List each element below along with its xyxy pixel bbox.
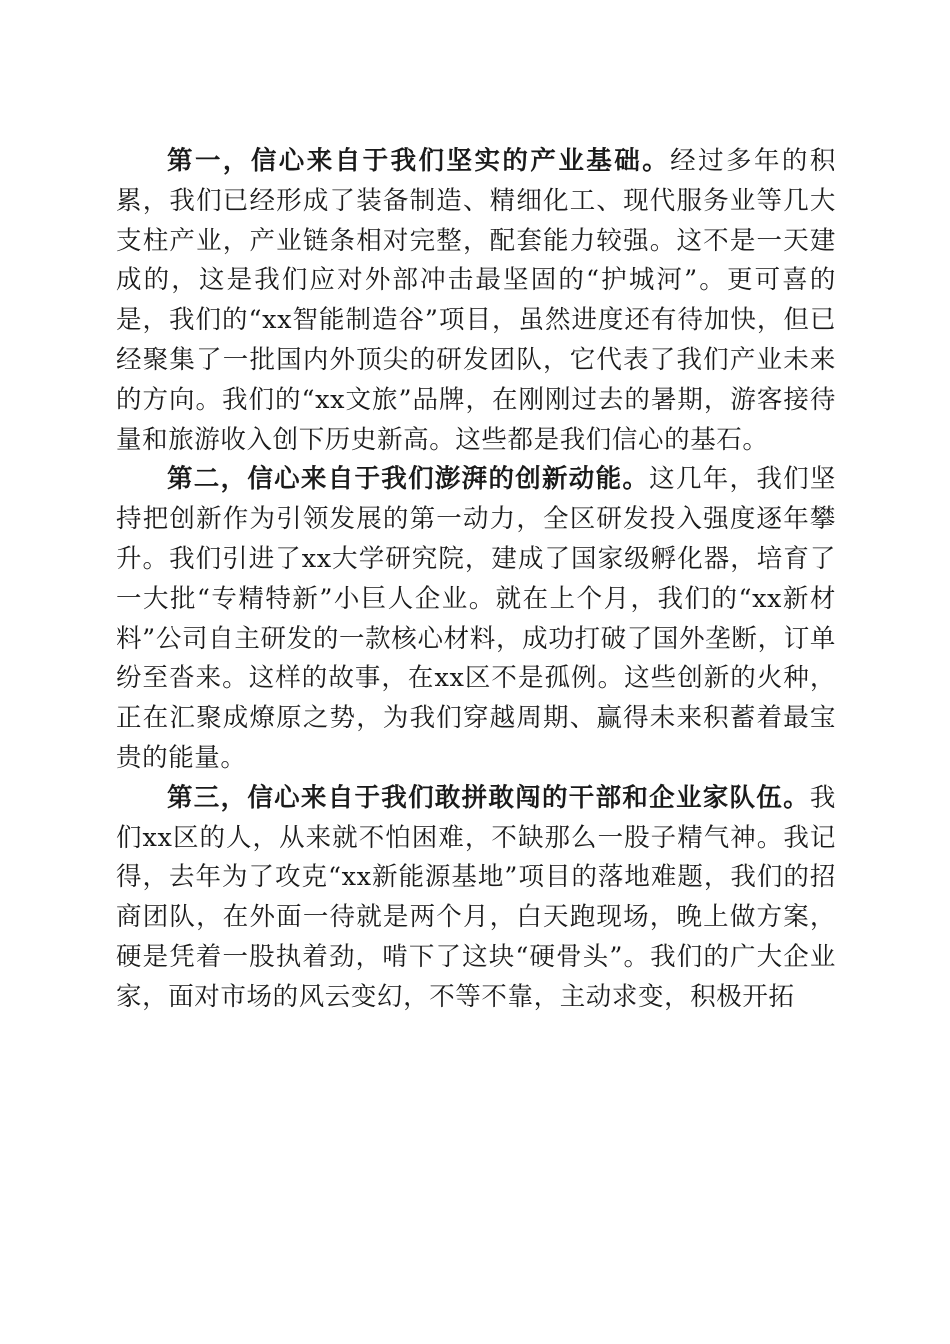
paragraph-2-lead: 第二，信心来自于我们澎湃的创新动能。 [167, 464, 650, 495]
paragraph-2 [116, 460, 836, 778]
paragraph-3-lead: 第三，信心来自于我们敢拼敢闯的干部和企业家队伍。 [167, 782, 810, 813]
paragraph-3-body: 我们xx区的人，从来就不怕困难，不缺那么一股子精气神。我记得，去年为了攻克“xx新能源基地”项目的落地难题，我们的招商团队，在外面一待就是两个月，白天跑现场，晚上做方案，硬是凭着一股执着劲，啃下了这块“硬骨头”。我们的广大企业家，面对市场的风云变幻，不等不靠，主动求变，积极开拓 [116, 782, 836, 1012]
paragraph-1-lead: 第一，信心来自于我们坚实的产业基础。 [167, 146, 671, 176]
paragraph-1 [116, 142, 836, 460]
paragraph-1-body: 经过多年的积累，我们已经形成了装备制造、精细化工、现代服务业等几大支柱产业，产业链条相对完整，配套能力较强。这不是一天建成的，这是我们应对外部冲击最坚固的“护城河”。更可喜的是，我们的“xx智能制造谷”项目，虽然进度还有待加快，但已经聚集了一批国内外顶尖的研发团队，它代表了我们产业未来的方向。我们的“xx文旅”品牌，在刚刚过去的暑期，游客接待量和旅游收入创下历史新高。这些都是我们信心的基石。 [116, 146, 836, 455]
paragraph-3 [116, 779, 836, 1018]
document-body [116, 142, 836, 1018]
paragraph-2-body: 这几年，我们坚持把创新作为引领发展的第一动力，全区研发投入强度逐年攀升。我们引进了xx大学研究院，建成了国家级孵化器，培育了一大批“专精特新”小巨人企业。就在上个月，我们的“xx新材料”公司自主研发的一款核心材料，成功打破了国外垄断，订单纷至沓来。这样的故事，在xx区不是孤例。这些创新的火种，正在汇聚成燎原之势，为我们穿越周期、赢得未来积蓄着最宝贵的能量。 [116, 464, 836, 773]
